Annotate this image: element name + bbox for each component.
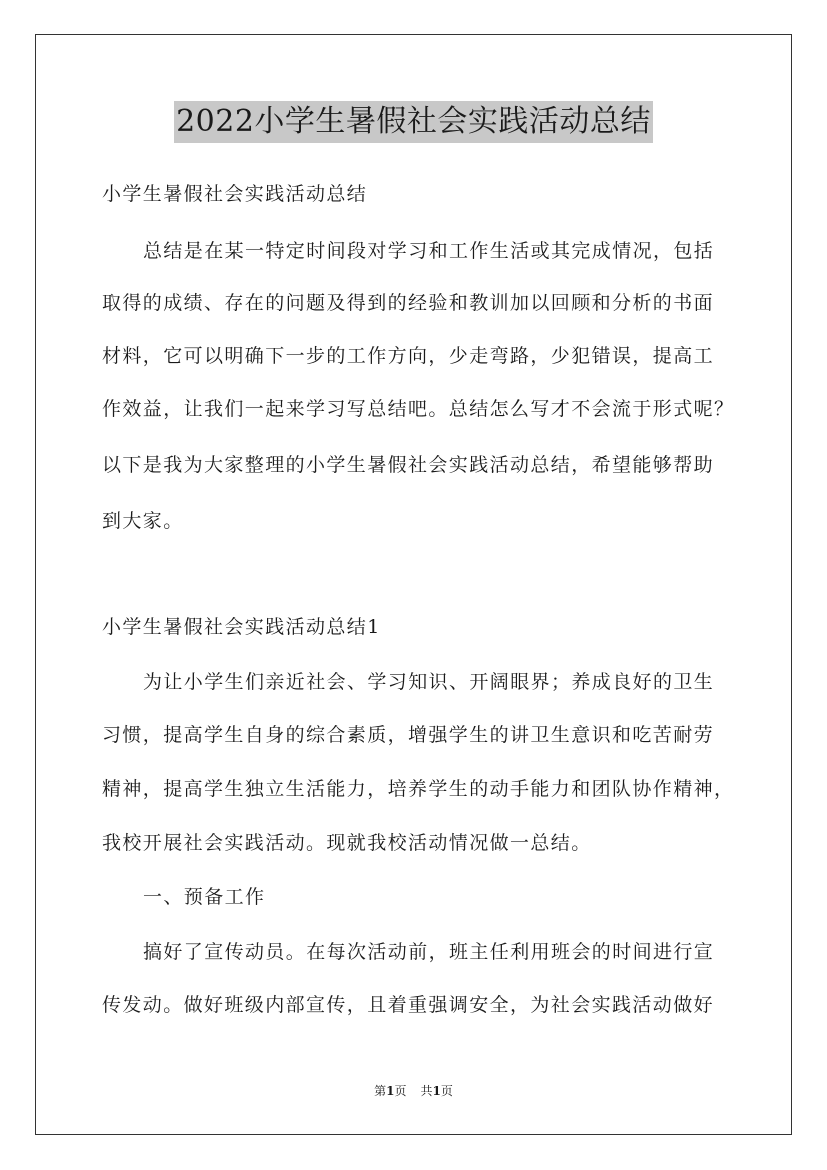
footer-total-suffix: 页 [440,1084,453,1098]
part-line: 搞好了宣传动员。在每次活动前，班主任利用班会的时间进行宣 [143,941,715,963]
intro-line: 材料，它可以明确下一步的工作方向，少走弯路，少犯错误，提高工 [102,345,715,367]
section-heading: 小学生暑假社会实践活动总结1 [102,616,381,638]
footer-page-suffix: 页 [394,1084,407,1098]
document-title: 2022小学生暑假社会实践活动总结 [174,101,653,143]
intro-line: 取得的成绩、存在的问题及得到的经验和教训加以回顾和分析的书面 [102,292,715,314]
intro-line: 作效益，让我们一起来学习写总结吧。总结怎么写才不会流于形式呢？ [102,398,735,420]
footer-page-current: 1 [386,1084,395,1098]
section-line: 习惯，提高学生自身的综合素质，增强学生的讲卫生意识和吃苦耐劳 [102,724,715,746]
part-line: 传发动。做好班级内部宣传，且着重强调安全，为社会实践活动做好 [102,994,715,1016]
document-title-block [0,101,827,143]
document-subtitle: 小学生暑假社会实践活动总结 [102,183,368,205]
section-line: 精神，提高学生独立生活能力，培养学生的动手能力和团队协作精神， [102,778,735,800]
intro-line: 到大家。 [102,510,184,532]
footer-page-total: 1 [432,1084,441,1098]
footer-page-prefix: 第 [374,1084,387,1098]
part-heading: 一、预备工作 [143,886,266,908]
footer-total-prefix: 共 [420,1084,433,1098]
section-line: 我校开展社会实践活动。现就我校活动情况做一总结。 [102,832,592,854]
page-footer [0,1083,827,1099]
intro-line: 总结是在某一特定时间段对学习和工作生活或其完成情况，包括 [143,240,715,262]
section-line: 为让小学生们亲近社会、学习知识、开阔眼界；养成良好的卫生 [143,671,715,693]
intro-line: 以下是我为大家整理的小学生暑假社会实践活动总结，希望能够帮助 [102,454,715,476]
